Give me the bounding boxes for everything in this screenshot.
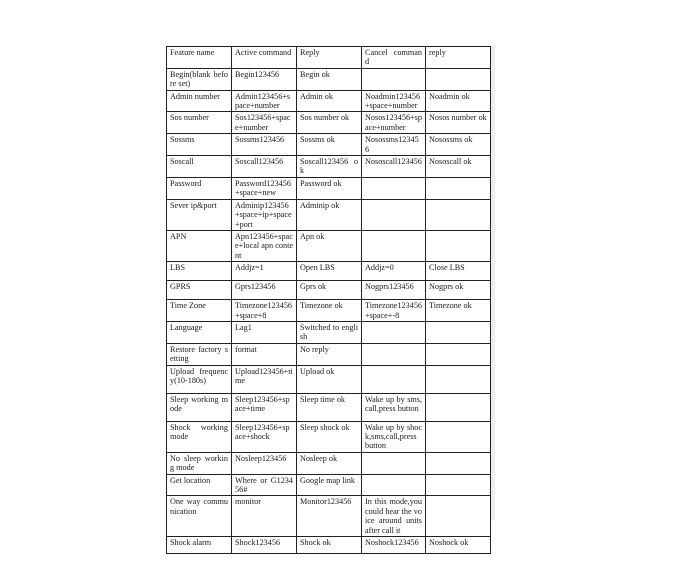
table-cell: Open LBS — [297, 262, 362, 281]
table-cell: Where or G123456# — [232, 474, 297, 496]
table-cell: Nosleep123456 — [232, 452, 297, 474]
table-row — [167, 452, 491, 474]
header-cell: Feature name — [167, 47, 232, 69]
table-row — [167, 177, 491, 199]
table-cell: Password — [167, 177, 232, 199]
table-cell — [426, 496, 491, 537]
table-cell: Time Zone — [167, 300, 232, 322]
table-row — [167, 393, 491, 421]
table-row — [167, 421, 491, 452]
table-cell — [426, 452, 491, 474]
table-row — [167, 156, 491, 178]
table-cell: Apn ok — [297, 230, 362, 261]
table-cell: Shock working mode — [167, 421, 232, 452]
table-cell: Soscall123456 — [232, 156, 297, 178]
table-cell — [362, 452, 426, 474]
command-table — [166, 46, 491, 554]
table-cell: Sos123456+space+number — [232, 112, 297, 134]
table-row — [167, 537, 491, 554]
table-cell: No reply — [297, 343, 362, 365]
table-cell: Timezone ok — [297, 300, 362, 322]
table-cell: Begin123456 — [232, 68, 297, 90]
header-cell: Cancel command — [362, 47, 426, 69]
table-cell: No sleep working mode — [167, 452, 232, 474]
table-cell: Sos number — [167, 112, 232, 134]
table-cell: Nososcall ok — [426, 156, 491, 178]
table-cell — [362, 230, 426, 261]
table-cell: Sever ip&port — [167, 199, 232, 230]
table-cell — [362, 68, 426, 90]
table-row — [167, 90, 491, 112]
table-cell: Noadmin ok — [426, 90, 491, 112]
table-row — [167, 281, 491, 300]
table-row — [167, 365, 491, 393]
table-cell: Timezone123456+space+-8 — [362, 300, 426, 322]
table-cell — [426, 393, 491, 421]
table-cell: Adminip ok — [297, 199, 362, 230]
header-cell: Reply — [297, 47, 362, 69]
table-cell: Soscall — [167, 156, 232, 178]
table-header-row — [167, 47, 491, 69]
table-cell: Sos number ok — [297, 112, 362, 134]
table-cell — [426, 421, 491, 452]
table-row — [167, 230, 491, 261]
table-cell: Addjz=1 — [232, 262, 297, 281]
table-cell: Upload ok — [297, 365, 362, 393]
table-cell: GPRS — [167, 281, 232, 300]
table-cell: Nosleep ok — [297, 452, 362, 474]
table-cell: Nosos123456+space+number — [362, 112, 426, 134]
table-cell: Sleep time ok — [297, 393, 362, 421]
table-cell: Timezone ok — [426, 300, 491, 322]
table-cell — [426, 68, 491, 90]
table-cell — [426, 474, 491, 496]
table-cell: Password123456+space+new — [232, 177, 297, 199]
table-cell: Gprs ok — [297, 281, 362, 300]
table-cell: Nososcall123456 — [362, 156, 426, 178]
table-row — [167, 474, 491, 496]
table-row — [167, 343, 491, 365]
table-cell: Sleep123456+space+shock — [232, 421, 297, 452]
table-row — [167, 300, 491, 322]
table-cell: Admin123456+space+number — [232, 90, 297, 112]
table-cell — [426, 321, 491, 343]
table-cell: Adminip123456+space+ip+space+port — [232, 199, 297, 230]
table-cell: Nosos number ok — [426, 112, 491, 134]
table-cell: Switched to english — [297, 321, 362, 343]
table-cell — [362, 343, 426, 365]
header-cell: Active command — [232, 47, 297, 69]
table-cell: Wake up by sms,call,press button — [362, 393, 426, 421]
table-row — [167, 199, 491, 230]
table-cell: Nosossms123456 — [362, 134, 426, 156]
table-cell — [362, 177, 426, 199]
table-cell: Shock ok — [297, 537, 362, 554]
table-cell — [426, 343, 491, 365]
table-cell: Sleep working mode — [167, 393, 232, 421]
table-cell: Admin number — [167, 90, 232, 112]
table-cell — [362, 199, 426, 230]
table-cell: In this mode,you could hear the voice around units after call it — [362, 496, 426, 537]
table-cell: Nosossms ok — [426, 134, 491, 156]
table-cell — [426, 199, 491, 230]
table-row — [167, 134, 491, 156]
table-cell: Noshock ok — [426, 537, 491, 554]
table-cell — [362, 365, 426, 393]
table-cell: Shock123456 — [232, 537, 297, 554]
table-cell: Noadmin123456+space+number — [362, 90, 426, 112]
table-cell: Sossms123456 — [232, 134, 297, 156]
table-row — [167, 112, 491, 134]
table-cell — [426, 230, 491, 261]
table-cell: Timezone123456+space+8 — [232, 300, 297, 322]
table-cell: Lag1 — [232, 321, 297, 343]
table-cell: Nogprs ok — [426, 281, 491, 300]
table-cell: Sossms ok — [297, 134, 362, 156]
table-cell: Restore factory setting — [167, 343, 232, 365]
table-cell: Monitor123456 — [297, 496, 362, 537]
table-cell: Sossms — [167, 134, 232, 156]
table-cell: Close LBS — [426, 262, 491, 281]
table-cell — [426, 177, 491, 199]
table-cell: Google map link — [297, 474, 362, 496]
table-cell: monitor — [232, 496, 297, 537]
table-cell — [426, 365, 491, 393]
table-cell: Shock alarm — [167, 537, 232, 554]
table-cell: Sleep123456+space+time — [232, 393, 297, 421]
table-cell — [362, 321, 426, 343]
table-cell: Upload123456+time — [232, 365, 297, 393]
table-cell: Gprs123456 — [232, 281, 297, 300]
table-cell: Addjz=0 — [362, 262, 426, 281]
table-cell: Nogprs123456 — [362, 281, 426, 300]
table-cell: Language — [167, 321, 232, 343]
table-cell: Noshock123456 — [362, 537, 426, 554]
table-cell: Begin ok — [297, 68, 362, 90]
table-cell: One way communication — [167, 496, 232, 537]
table-cell: LBS — [167, 262, 232, 281]
table-cell: Get location — [167, 474, 232, 496]
table-cell: Apn123456+space+local apn content — [232, 230, 297, 261]
table-cell: format — [232, 343, 297, 365]
table-row — [167, 321, 491, 343]
header-cell: reply — [426, 47, 491, 69]
table-cell: Wake up by shock,sms,call,press button — [362, 421, 426, 452]
table-row — [167, 68, 491, 90]
table-cell: APN — [167, 230, 232, 261]
table-cell: Soscall123456 ok — [297, 156, 362, 178]
table-row — [167, 262, 491, 281]
table-cell: Begin(blank before set) — [167, 68, 232, 90]
table-cell: Password ok — [297, 177, 362, 199]
table-cell: Admin ok — [297, 90, 362, 112]
table-cell: Sleep shock ok — [297, 421, 362, 452]
table-row — [167, 496, 491, 537]
table-cell: Upload frequency(10-180s) — [167, 365, 232, 393]
table-cell — [362, 474, 426, 496]
